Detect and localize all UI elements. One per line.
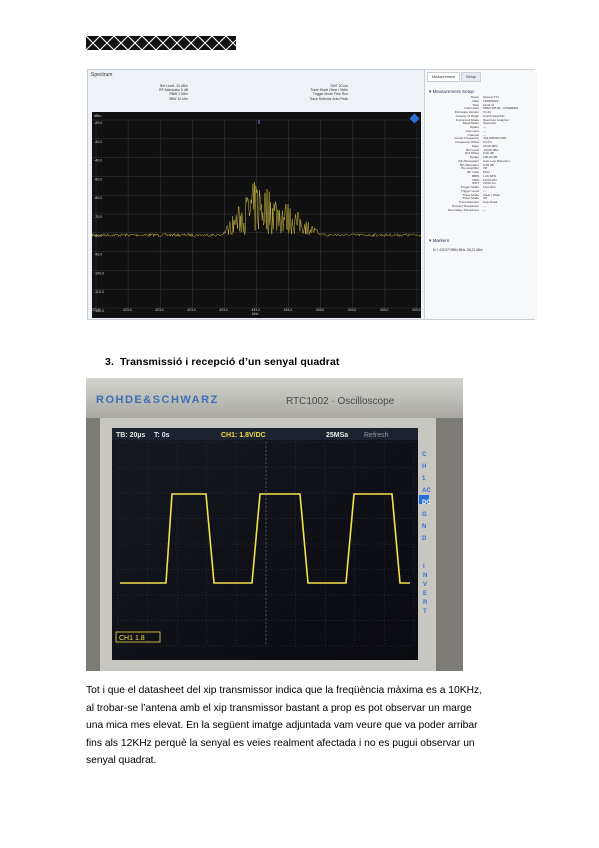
y-tick-label: -120,0 — [94, 309, 105, 313]
osc-trigger-time: T: 0s — [154, 432, 170, 439]
spectrum-trace-svg — [92, 112, 421, 318]
param-rbw: RBW 1 MHz — [169, 92, 188, 97]
setup-key: Instrument Mode — [455, 117, 479, 122]
setup-key: Country of Origin — [455, 113, 479, 118]
setup-value: Czech Republic — [483, 113, 505, 118]
osc-side-label: AC — [422, 488, 431, 494]
x-tick-label: 423,0 — [123, 308, 132, 312]
setup-key: VBW — [471, 177, 479, 182]
marker-row: M 1 433,9719984 MHz -55,21 dBm — [433, 248, 483, 252]
measurement-panel — [424, 70, 537, 319]
setup-value: -20,00 dBm — [483, 147, 499, 152]
tab-setup[interactable]: Setup — [461, 72, 481, 82]
setup-value: Off — [483, 166, 488, 171]
spectrum-params-left — [128, 84, 188, 101]
osc-side-label: D — [422, 536, 427, 542]
paragraph-line: Tot i que el datasheet del xip transmissor indica que la freqüència màxima es a 10KHz, — [86, 685, 483, 696]
brand-label: ROHDE&SCHWARZ — [96, 394, 219, 406]
setup-key: Frequency Offset — [455, 140, 479, 144]
param-trigger-mode: Trigger Mode Free Run — [312, 92, 348, 97]
section-number: 3. — [105, 356, 114, 368]
osc-channel-setting: CH1: 1.8V/DC — [221, 432, 266, 439]
setup-value: Clear / Write — [483, 192, 501, 197]
markers-label: Markers — [432, 238, 450, 243]
setup-value: SPECTRUM - 9XSERIES — [483, 106, 519, 111]
osc-timebase: TB: 20µs — [116, 432, 146, 439]
oscilloscope-svg — [86, 378, 463, 671]
y-tick-label: -30,0 — [94, 139, 103, 144]
setup-key: RBW — [471, 173, 479, 178]
setup-value: --- — [483, 132, 487, 137]
setup-key: Secondary Transducer — [447, 207, 479, 212]
x-tick-label: 433,0 — [251, 308, 260, 312]
y-tick-label: -100,0 — [94, 271, 105, 276]
setup-value: 50 Ω — [483, 170, 490, 174]
setup-value: 0,00 dB — [483, 151, 494, 156]
body-paragraph — [86, 682, 516, 770]
setup-value: 1,00 MHz — [483, 173, 497, 178]
settings-icon[interactable] — [410, 114, 420, 124]
osc-mode: Refresh — [364, 432, 389, 439]
setup-value: --- — [483, 188, 487, 193]
tab-measurement[interactable]: Measurement — [427, 72, 460, 82]
setup-key: Instrument — [464, 106, 479, 111]
oscilloscope-photo — [86, 378, 463, 671]
setup-value: Free Run — [483, 185, 496, 189]
spectrum-plot — [92, 112, 421, 318]
setup-row — [431, 209, 535, 213]
setup-key: Trace Detector — [458, 200, 479, 204]
x-tick-label: 433,0 — [347, 308, 357, 312]
setup-key: Primary Transducer — [452, 203, 479, 208]
setup-key: Range — [469, 155, 479, 159]
param-rf-att: RF Attenuator 0 dB — [159, 88, 188, 93]
y-tick-label: -90,0 — [94, 252, 103, 257]
x-tick-label: 423,0 — [219, 308, 228, 312]
osc-side-label: E — [423, 591, 428, 597]
setup-value: 433,000000 MHz — [483, 136, 507, 141]
setup-key: Trigger Level — [461, 188, 479, 193]
setup-key: Date — [472, 98, 479, 103]
osc-side-label: N — [422, 524, 427, 530]
setup-value: Auto Low Distortion — [483, 158, 510, 163]
y-tick-label: -110,0 — [94, 290, 104, 295]
setup-key: RF Attenuator — [459, 162, 479, 167]
setup-value: --- — [483, 125, 487, 129]
setup-key: Name — [470, 95, 479, 99]
spectrum-screenshot — [87, 69, 535, 320]
spectrum-title: Spectrum — [91, 72, 113, 78]
osc-side-label: G — [422, 512, 427, 518]
setup-key: Channel — [467, 132, 479, 137]
x-tick-label: 423,0 — [155, 308, 164, 312]
osc-channel-tag: CH1 1.8 — [119, 635, 145, 642]
setup-value: 0,0 Hz — [483, 140, 492, 144]
setup-value: Auto Peak — [483, 200, 498, 204]
paragraph-line: una mica mes elevat. En la següent imatge adjuntada vam veure que va poder arribar — [86, 720, 478, 732]
setup-key: SWT — [472, 181, 479, 186]
setup-key: RF Input — [467, 170, 479, 174]
section-heading — [105, 356, 340, 368]
setup-value: 20,00 MHz — [483, 143, 498, 148]
x-tick-label: 433,0 — [315, 308, 325, 312]
setup-value: Off — [483, 196, 488, 201]
markers-heading: ▾ Markers — [429, 238, 450, 243]
setup-key: Comment — [465, 128, 479, 133]
y-unit-label: dBm — [94, 114, 102, 118]
setup-value: 0,00 dB — [483, 162, 494, 167]
osc-side-label: T — [423, 609, 427, 615]
setup-key: Time — [472, 102, 479, 107]
setup-key: RF Attenuation — [458, 158, 479, 163]
y-tick-label: -80,0 — [94, 233, 103, 238]
measurement-setup-label: Measurement Setup — [432, 89, 474, 94]
x-tick-label: 433,0 — [412, 308, 421, 312]
y-tick-label: -60,0 — [94, 196, 103, 201]
osc-side-label: C — [422, 452, 427, 458]
x-tick-label: 423,0 — [187, 308, 196, 312]
osc-side-label: R — [423, 600, 428, 606]
y-tick-label: -50,0 — [94, 177, 103, 182]
y-tick-label: -40,0 — [94, 158, 103, 163]
spectrum-params-right — [288, 84, 348, 101]
setup-value: 16/08/2023 — [483, 98, 499, 103]
setup-value: Spectrum — [483, 121, 497, 126]
osc-side-label: V — [423, 582, 428, 588]
paragraph-line: al trobar-se l’antena amb el xip transmissor bastant a prop es pot observar un marge — [86, 702, 472, 714]
param-swt: SWT 20 ms — [330, 84, 348, 88]
x-tick-label: 23,0 — [92, 308, 100, 312]
redacted-name-bar — [86, 36, 236, 50]
y-tick-label: -70,0 — [94, 215, 103, 219]
setup-value: --- — [483, 203, 487, 208]
section-title: Transmissió i recepció d’un senyal quadrat — [120, 356, 340, 368]
osc-side-label: N — [423, 573, 428, 579]
setup-key: Trigger Mode — [460, 185, 479, 189]
osc-side-label: I — [423, 564, 425, 570]
setup-key: Span — [471, 143, 479, 148]
param-trace-detector: Trace Detector Auto Peak — [309, 96, 348, 101]
param-trace-mode: Trace Mode Clear / Write — [310, 88, 348, 93]
setup-key: Trace Mode — [462, 196, 479, 201]
x-tick-label: 433,0 — [283, 308, 293, 312]
model-label: RTC1002 · Oscilloscope — [286, 396, 395, 407]
setup-value: 11:11:11 — [483, 102, 495, 107]
paragraph-line: senyal quadrat. — [86, 755, 157, 767]
measurement-setup-heading: ▾ Measurement Setup — [429, 89, 474, 94]
y-tick-label: -20,0 — [94, 121, 103, 125]
setup-value: 100,00 dB — [483, 155, 498, 159]
osc-side-label: H — [422, 464, 427, 470]
x-tick-label: 433,0 — [379, 308, 389, 312]
setup-key: Center Frequency — [454, 136, 479, 141]
paragraph-line: fins als 12KHz perquè la senyal es veies realment afectada i no es pugui observar un — [86, 737, 475, 749]
param-ref-level: Ref Level -20 dBm — [159, 84, 188, 88]
setup-value: --- — [483, 128, 487, 133]
setup-key: Meas Mode — [462, 121, 479, 126]
setup-value: Sweep-TT1 — [483, 95, 499, 99]
measurement-setup-table — [431, 96, 535, 212]
setup-key: Option — [469, 125, 479, 129]
setup-key: Ref Level — [465, 147, 479, 152]
setup-value: Spectrum Analyzer — [483, 117, 509, 122]
setup-value: 10,00 kHz — [483, 177, 497, 182]
osc-side-label: 1 — [422, 476, 426, 482]
setup-key: Pre-Amplifier — [461, 166, 479, 171]
setup-key: Ref Offset — [465, 151, 479, 156]
param-vbw: VBW 10 kHz — [168, 96, 188, 101]
x-unit-label: MHz — [252, 312, 259, 316]
osc-sample-rate: 25MSa — [326, 432, 349, 439]
setup-key: Trace Mode — [462, 192, 479, 197]
setup-value: --- — [483, 207, 487, 212]
setup-value: V1.41 — [483, 110, 492, 114]
setup-key: Firmware Version — [454, 110, 479, 114]
osc-side-label: DC — [422, 500, 431, 506]
setup-value: 20,00 ms — [483, 181, 496, 186]
